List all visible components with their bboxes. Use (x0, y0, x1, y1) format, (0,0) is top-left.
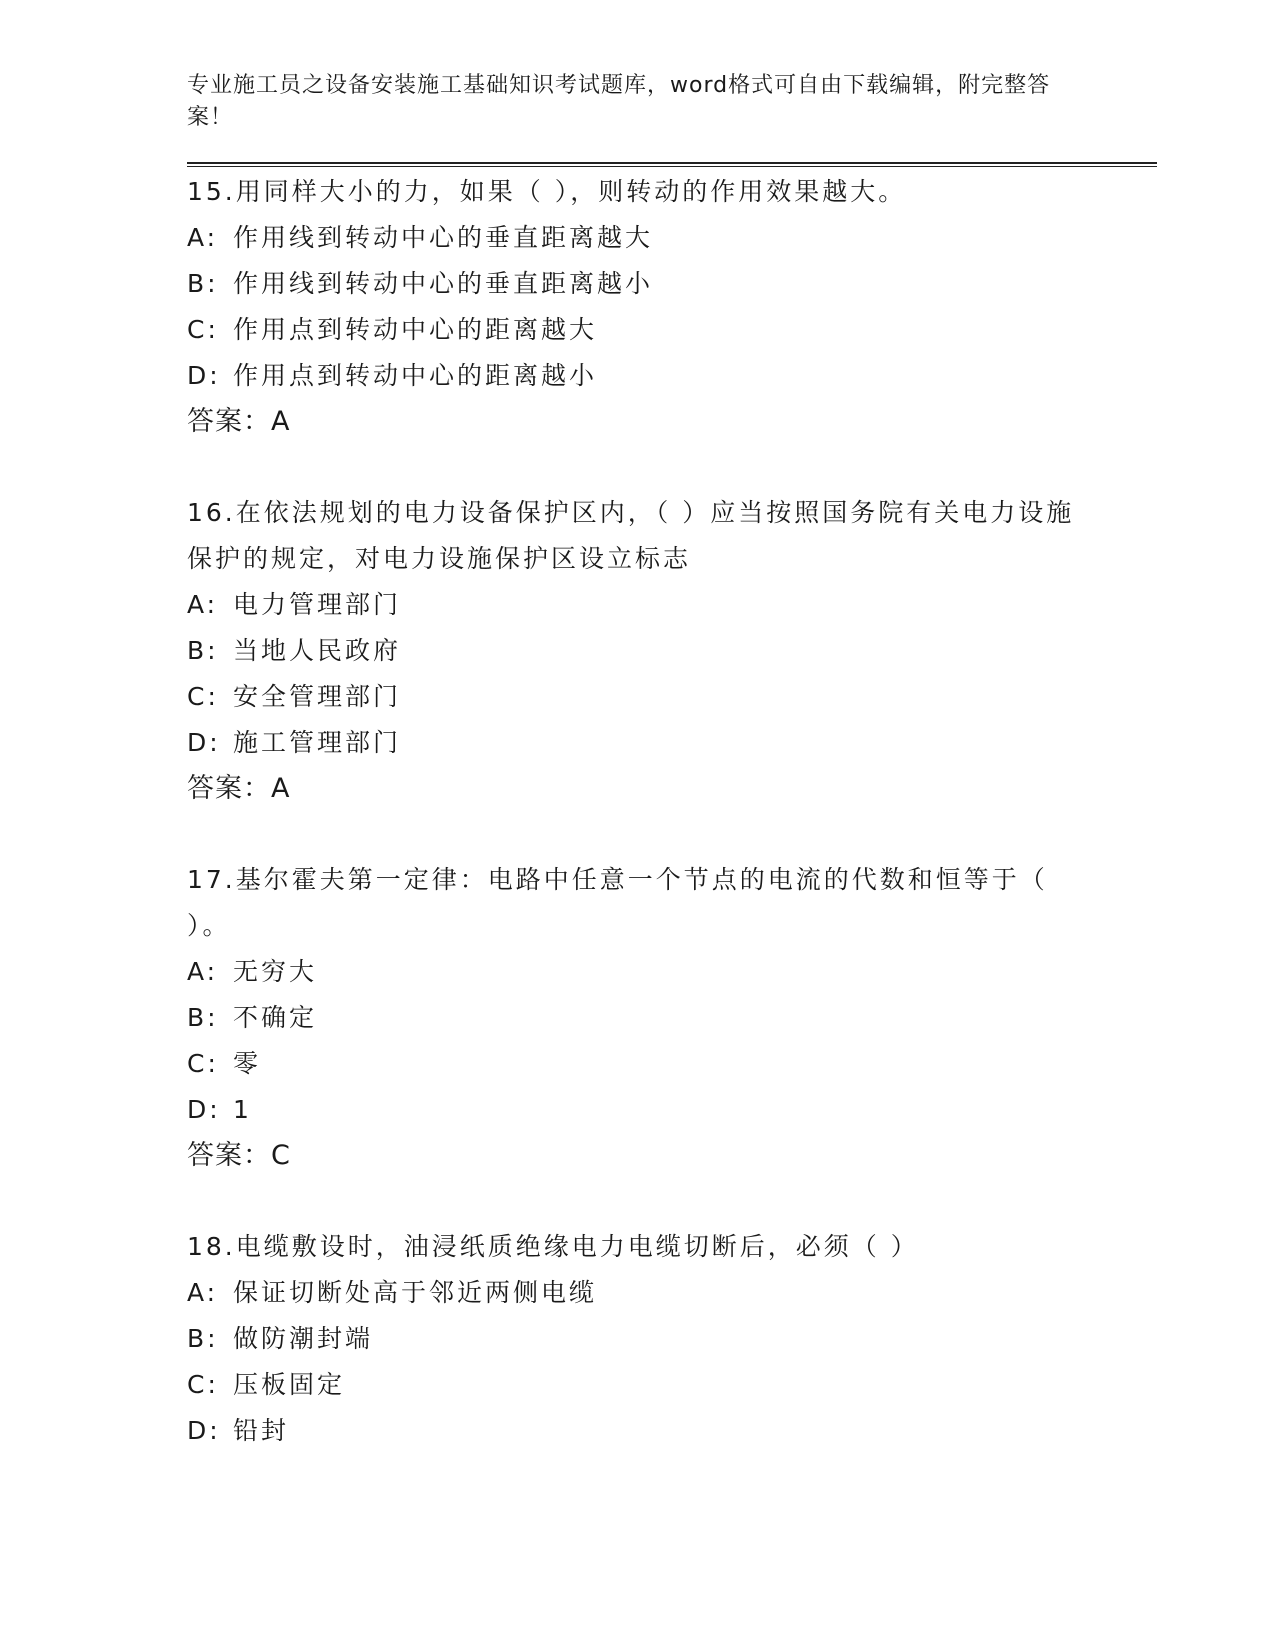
option-text: 铅封 (233, 1416, 290, 1445)
option-text: 安全管理部门 (233, 682, 402, 711)
question-15 (187, 169, 1157, 445)
header-divider (187, 162, 1157, 167)
question-stem: 17.基尔霍夫第一定律：电路中任意一个节点的电流的代数和恒等于（ ）。 (187, 865, 1048, 940)
option-text: 不确定 (233, 1003, 318, 1032)
question-spacer (187, 1179, 1157, 1224)
option-key: B: (187, 1324, 219, 1353)
option-text: 作用点到转动中心的距离越小 (233, 361, 598, 390)
option-text: 1 (233, 1095, 252, 1124)
option-text: 零 (233, 1049, 262, 1078)
option-a (187, 582, 1157, 628)
option-key: D: (187, 361, 221, 390)
option-key: C: (187, 1049, 219, 1078)
answer-line: 答案：A (187, 406, 291, 437)
question-spacer (187, 445, 1157, 490)
document-header: 专业施工员之设备安装施工基础知识考试题库，word格式可自由下载编辑，附完整答案！ (187, 73, 1051, 130)
option-a (187, 949, 1157, 995)
option-c (187, 674, 1157, 720)
option-text: 施工管理部门 (233, 728, 402, 757)
option-a (187, 1270, 1157, 1316)
option-c (187, 1041, 1157, 1087)
option-d (187, 1408, 1157, 1454)
option-text: 作用点到转动中心的距离越大 (233, 315, 598, 344)
option-text: 当地人民政府 (233, 636, 402, 665)
option-key: B: (187, 636, 219, 665)
option-b (187, 995, 1157, 1041)
option-a (187, 215, 1157, 261)
option-text: 无穷大 (233, 957, 318, 986)
option-key: C: (187, 1370, 219, 1399)
option-text: 保证切断处高于邻近两侧电缆 (233, 1278, 598, 1307)
option-text: 作用线到转动中心的垂直距离越大 (233, 223, 654, 252)
option-text: 压板固定 (233, 1370, 346, 1399)
option-c (187, 1362, 1157, 1408)
option-key: C: (187, 682, 219, 711)
answer-line: 答案：C (187, 1140, 291, 1171)
option-key: D: (187, 1095, 221, 1124)
option-d (187, 353, 1157, 399)
option-b (187, 261, 1157, 307)
option-key: A: (187, 223, 219, 252)
question-spacer (187, 812, 1157, 857)
question-stem: 16.在依法规划的电力设备保护区内，（ ）应当按照国务院有关电力设施保护的规定，对电力设施保护区设立标志 (187, 498, 1075, 573)
option-key: C: (187, 315, 219, 344)
option-text: 做防潮封端 (233, 1324, 374, 1353)
question-17 (187, 857, 1157, 1179)
option-key: D: (187, 728, 221, 757)
option-key: D: (187, 1416, 221, 1445)
question-stem: 18.电缆敷设时，油浸纸质绝缘电力电缆切断后，必须（ ） (187, 1232, 919, 1261)
option-c (187, 307, 1157, 353)
option-b (187, 628, 1157, 674)
question-16 (187, 490, 1157, 812)
option-d (187, 720, 1157, 766)
option-key: A: (187, 590, 219, 619)
answer-line: 答案：A (187, 773, 291, 804)
option-b (187, 1316, 1157, 1362)
option-text: 电力管理部门 (233, 590, 402, 619)
option-text: 作用线到转动中心的垂直距离越小 (233, 269, 654, 298)
question-18 (187, 1224, 1157, 1454)
option-key: B: (187, 269, 219, 298)
option-d (187, 1087, 1157, 1133)
option-key: B: (187, 1003, 219, 1032)
question-stem: 15.用同样大小的力，如果（ ），则转动的作用效果越大。 (187, 177, 907, 206)
option-key: A: (187, 957, 219, 986)
option-key: A: (187, 1278, 219, 1307)
document-page (187, 70, 1157, 1454)
